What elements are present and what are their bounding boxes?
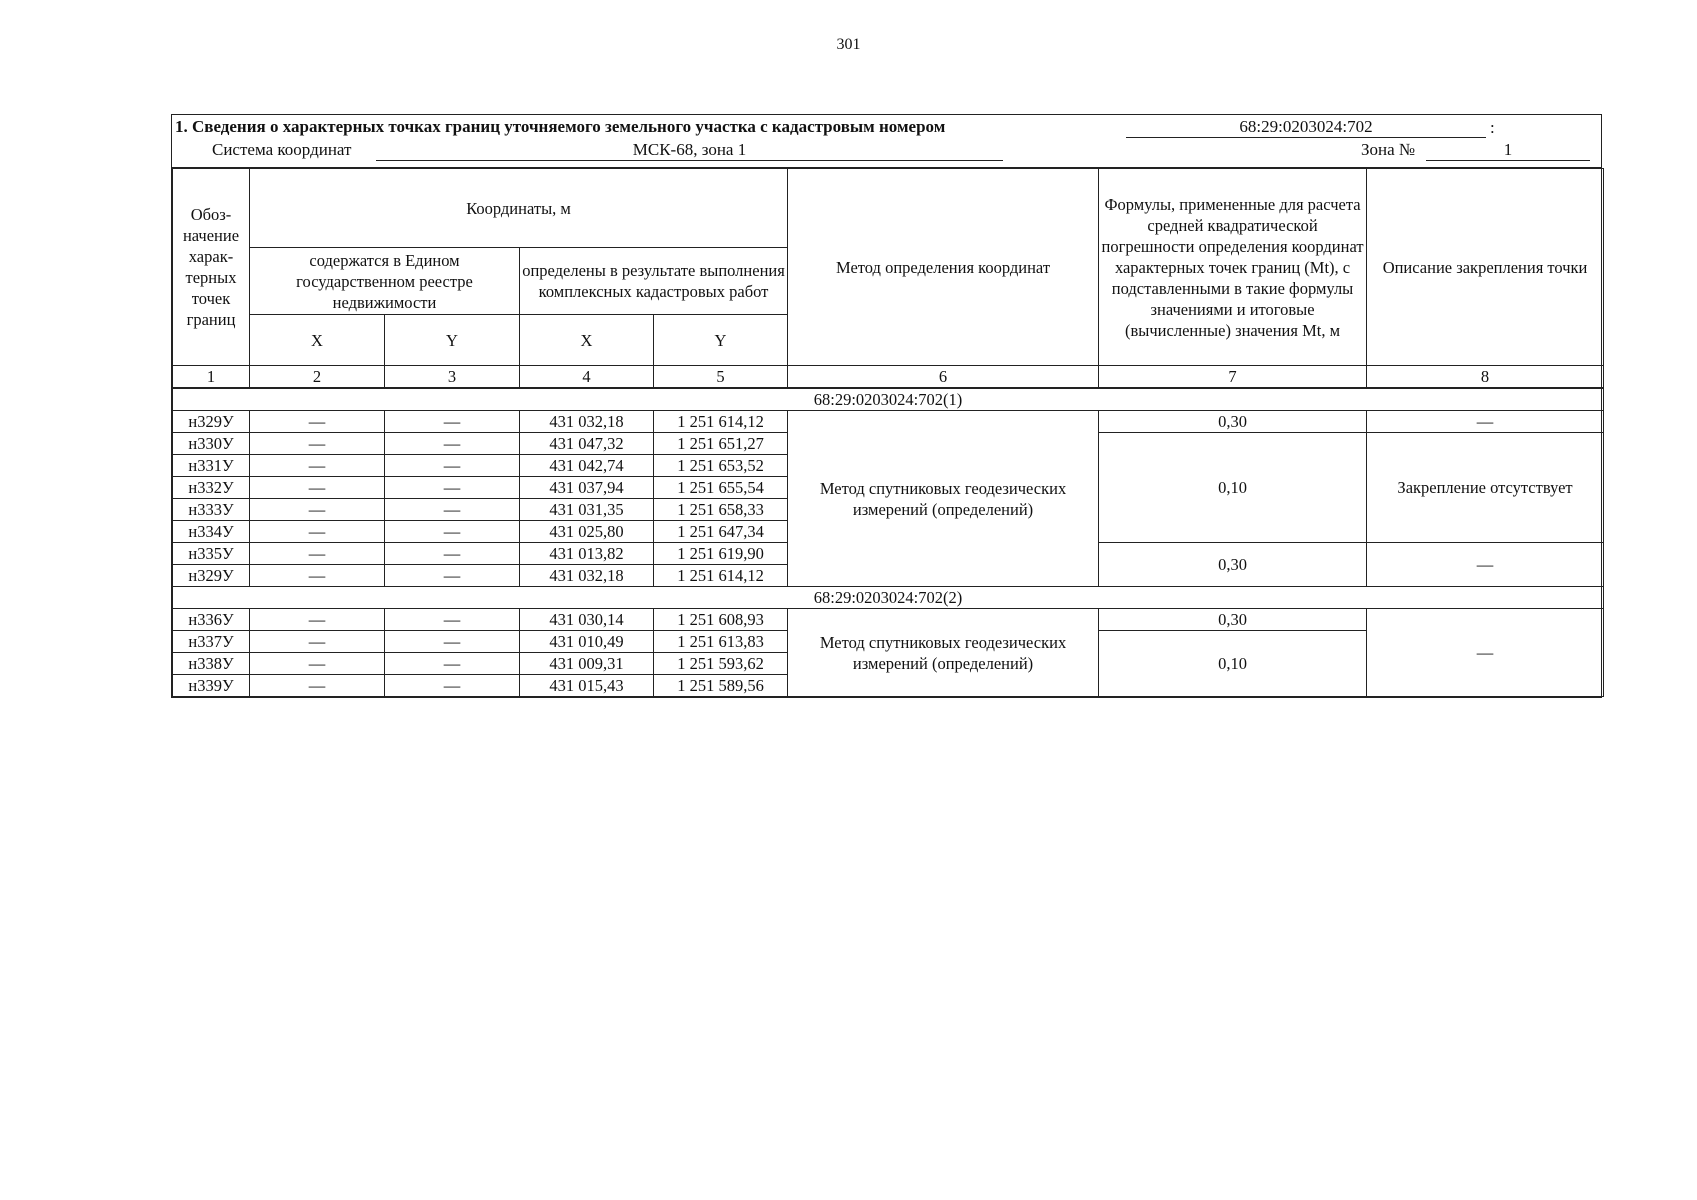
col-x: X: [520, 315, 654, 366]
col-coords-header: Координаты, м: [250, 169, 788, 248]
description-value: Закрепление отсутствует: [1367, 433, 1604, 543]
x-value: 431 032,18: [520, 411, 654, 433]
zone-value: 1: [1426, 140, 1590, 161]
y-value: 1 251 593,62: [654, 653, 788, 675]
col-formulas-header: Формулы, примененные для расчета средней квадратической погрешности определения координат характерных точек границ (Mt), с подставленными в такие формулы значениями и итоговые (вычисленные) значения Mt, м: [1099, 169, 1367, 366]
y-egrn: —: [385, 477, 520, 499]
x-egrn: —: [250, 477, 385, 499]
y-egrn: —: [385, 411, 520, 433]
points-table: [172, 168, 1604, 697]
section-label: 68:29:0203024:702(1): [173, 388, 1604, 411]
description-value: —: [1367, 411, 1604, 433]
x-egrn: —: [250, 411, 385, 433]
x-egrn: —: [250, 433, 385, 455]
coord-system-label: Система координат: [212, 140, 352, 159]
x-egrn: —: [250, 543, 385, 565]
col-y-egrn: Y: [385, 315, 520, 366]
col-number: 8: [1367, 366, 1604, 389]
coord-system-value: МСК-68, зона 1: [376, 140, 1003, 161]
y-egrn: —: [385, 653, 520, 675]
y-value: 1 251 608,93: [654, 609, 788, 631]
x-value: 431 025,80: [520, 521, 654, 543]
point-id: н335У: [173, 543, 250, 565]
mt-value: 0,30: [1099, 543, 1367, 587]
x-value: 431 042,74: [520, 455, 654, 477]
page-number: 301: [836, 36, 861, 53]
col-method-header: Метод определения координат: [788, 169, 1099, 366]
x-egrn: —: [250, 455, 385, 477]
method-cell: Метод спутниковых геодезических измерений (определений): [788, 609, 1099, 697]
y-egrn: —: [385, 543, 520, 565]
col-number: 3: [385, 366, 520, 389]
section-title: 1. Сведения о характерных точках границ уточняемого земельного участка с кадастровым номером: [175, 117, 946, 136]
x-value: 431 009,31: [520, 653, 654, 675]
point-id: н336У: [173, 609, 250, 631]
mt-value: 0,10: [1099, 631, 1367, 697]
y-egrn: —: [385, 609, 520, 631]
col-y: Y: [654, 315, 788, 366]
col-description-header: Описание закрепления точки: [1367, 169, 1604, 366]
point-id: н329У: [173, 565, 250, 587]
x-egrn: —: [250, 499, 385, 521]
x-value: 431 047,32: [520, 433, 654, 455]
table-row: [173, 609, 1604, 631]
y-value: 1 251 651,27: [654, 433, 788, 455]
x-value: 431 037,94: [520, 477, 654, 499]
col-number: 6: [788, 366, 1099, 389]
y-egrn: —: [385, 675, 520, 697]
y-value: 1 251 613,83: [654, 631, 788, 653]
point-id: н332У: [173, 477, 250, 499]
x-egrn: —: [250, 631, 385, 653]
col-x-egrn: X: [250, 315, 385, 366]
col-number: 1: [173, 366, 250, 389]
x-value: 431 032,18: [520, 565, 654, 587]
point-id: н334У: [173, 521, 250, 543]
y-value: 1 251 653,52: [654, 455, 788, 477]
y-value: 1 251 655,54: [654, 477, 788, 499]
zone-label: Зона №: [1361, 140, 1416, 159]
x-egrn: —: [250, 565, 385, 587]
x-egrn: —: [250, 609, 385, 631]
x-egrn: —: [250, 675, 385, 697]
x-egrn: —: [250, 653, 385, 675]
cadastral-document: [171, 114, 1602, 698]
description-value: —: [1367, 609, 1604, 697]
y-value: 1 251 658,33: [654, 499, 788, 521]
mt-value: 0,30: [1099, 411, 1367, 433]
y-value: 1 251 614,12: [654, 565, 788, 587]
col-cadastral-works-header: определены в результате выполнения комплексных кадастровых работ: [520, 248, 788, 315]
col-number: 4: [520, 366, 654, 389]
header-colon: :: [1490, 118, 1495, 137]
cadastral-number: 68:29:0203024:702: [1126, 117, 1486, 138]
table-row: [173, 411, 1604, 433]
point-id: н333У: [173, 499, 250, 521]
y-egrn: —: [385, 499, 520, 521]
method-cell: Метод спутниковых геодезических измерений (определений): [788, 411, 1099, 587]
point-id: н338У: [173, 653, 250, 675]
y-egrn: —: [385, 521, 520, 543]
mt-value: 0,10: [1099, 433, 1367, 543]
x-value: 431 031,35: [520, 499, 654, 521]
col-number: 2: [250, 366, 385, 389]
y-egrn: —: [385, 455, 520, 477]
x-value: 431 030,14: [520, 609, 654, 631]
y-egrn: —: [385, 433, 520, 455]
x-value: 431 010,49: [520, 631, 654, 653]
point-id: н337У: [173, 631, 250, 653]
mt-value: 0,30: [1099, 609, 1367, 631]
x-value: 431 013,82: [520, 543, 654, 565]
col-point-header: Обоз-начение харак-терных точек границ: [173, 169, 250, 366]
col-number: 5: [654, 366, 788, 389]
y-value: 1 251 589,56: [654, 675, 788, 697]
point-id: н330У: [173, 433, 250, 455]
x-egrn: —: [250, 521, 385, 543]
point-id: н331У: [173, 455, 250, 477]
y-egrn: —: [385, 565, 520, 587]
col-number: 7: [1099, 366, 1367, 389]
description-value: —: [1367, 543, 1604, 587]
point-id: н339У: [173, 675, 250, 697]
point-id: н329У: [173, 411, 250, 433]
col-egrn-header: содержатся в Едином государственном реестре недвижимости: [250, 248, 520, 315]
y-value: 1 251 619,90: [654, 543, 788, 565]
y-egrn: —: [385, 631, 520, 653]
x-value: 431 015,43: [520, 675, 654, 697]
section-label: 68:29:0203024:702(2): [173, 587, 1604, 609]
y-value: 1 251 647,34: [654, 521, 788, 543]
document-header: [172, 115, 1601, 168]
y-value: 1 251 614,12: [654, 411, 788, 433]
